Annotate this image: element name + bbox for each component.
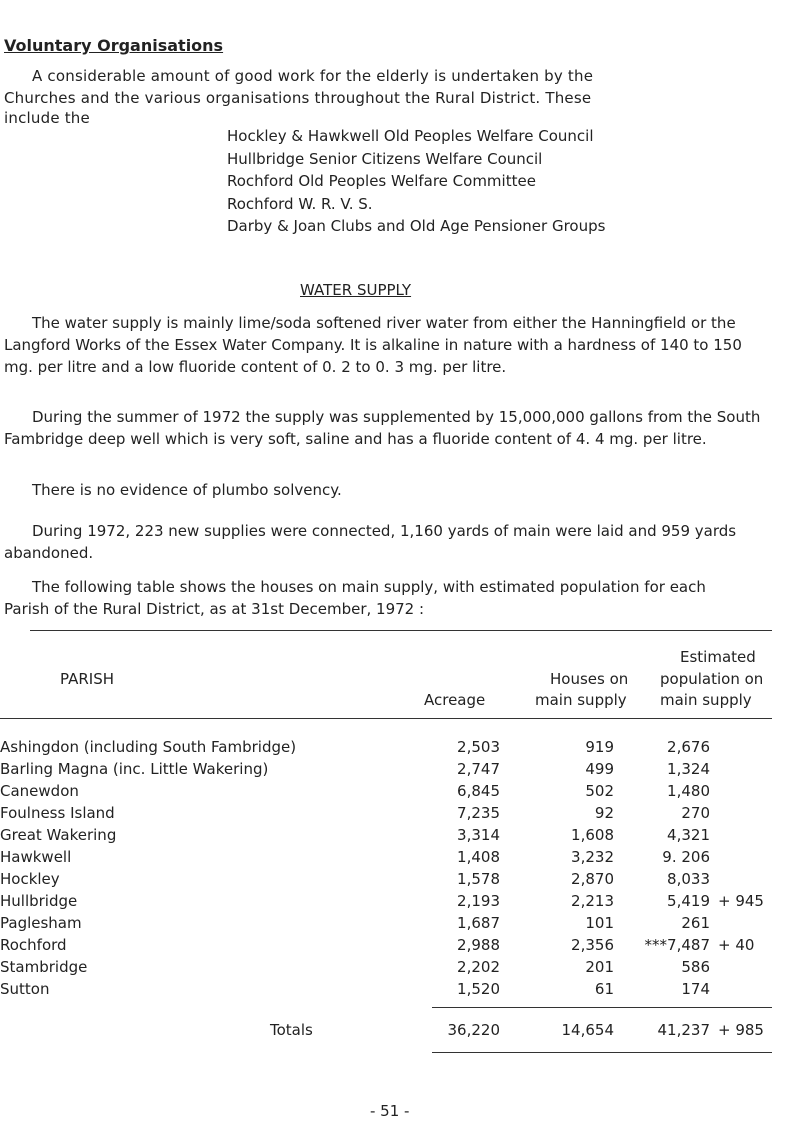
section-heading-voluntary: Voluntary Organisations bbox=[4, 36, 224, 55]
water-paragraph-4: During 1972, 223 new supplies were connected, 1,160 yards of main were laid and 959 yards abandoned. bbox=[4, 522, 737, 562]
cell-population: 8,033 bbox=[667, 870, 710, 888]
page-number: - 51 - bbox=[370, 1102, 410, 1120]
cell-parish: Sutton bbox=[0, 980, 50, 998]
cell-population: 1,480 bbox=[667, 782, 710, 800]
voluntary-paragraph-line-1: A considerable amount of good work for the elderly is undertaken by the bbox=[32, 67, 594, 85]
cell-acreage: 2,202 bbox=[457, 958, 500, 976]
water-paragraph-5: The following table shows the houses on main supply, with estimated population for each Parish of the Rural District, as at 31st December, 1972 : bbox=[4, 578, 706, 618]
cell-population: ***7,487 bbox=[644, 936, 710, 954]
section-heading-water-supply: WATER SUPPLY bbox=[300, 281, 412, 299]
cell-houses: 61 bbox=[594, 980, 614, 998]
cell-acreage: 1,578 bbox=[457, 870, 500, 888]
table-row bbox=[0, 979, 800, 1001]
cell-population: 1,324 bbox=[667, 760, 710, 778]
header-acreage: Acreage bbox=[424, 691, 486, 709]
cell-houses: 919 bbox=[585, 738, 614, 756]
water-paragraph-3: There is no evidence of plumbo solvency. bbox=[32, 481, 342, 499]
cell-parish: Great Wakering bbox=[0, 826, 117, 844]
voluntary-paragraph-line-3: include the bbox=[4, 109, 90, 127]
cell-houses: 101 bbox=[585, 914, 614, 932]
cell-parish: Foulness Island bbox=[0, 804, 115, 822]
cell-parish: Ashingdon (including South Fambridge) bbox=[0, 738, 297, 756]
organisation-item: Rochford Old Peoples Welfare Committee bbox=[227, 172, 536, 190]
cell-parish: Paglesham bbox=[0, 914, 82, 932]
totals-population: 41,237 bbox=[657, 1021, 710, 1039]
cell-parish: Barling Magna (inc. Little Wakering) bbox=[0, 760, 269, 778]
water-paragraph-1: The water supply is mainly lime/soda softened river water from either the Hanningfield or the Langford Works of the Essex Water Company. It is alkaline in nature with a hardness of 140 to 150 mg. per litre and a low fluoride content of 0. 2 to 0. 3 mg. per litre. bbox=[4, 314, 742, 376]
cell-houses: 92 bbox=[594, 804, 614, 822]
cell-acreage: 2,193 bbox=[457, 892, 500, 910]
table-row bbox=[0, 781, 800, 803]
cell-acreage: 2,747 bbox=[457, 760, 500, 778]
cell-population: 9. 206 bbox=[662, 848, 710, 866]
header-houses-line-2: main supply bbox=[535, 691, 627, 709]
cell-population: 270 bbox=[681, 804, 710, 822]
cell-acreage: 1,687 bbox=[457, 914, 500, 932]
cell-parish: Hullbridge bbox=[0, 892, 78, 910]
cell-population: 586 bbox=[681, 958, 710, 976]
totals-top-rule bbox=[432, 1007, 772, 1008]
cell-houses: 2,356 bbox=[571, 936, 614, 954]
cell-parish: Rochford bbox=[0, 936, 67, 954]
cell-acreage: 6,845 bbox=[457, 782, 500, 800]
organisation-item: Darby & Joan Clubs and Old Age Pensioner Groups bbox=[227, 217, 606, 235]
table-row bbox=[0, 825, 800, 847]
cell-population: 5,419 bbox=[667, 892, 710, 910]
cell-population: 261 bbox=[681, 914, 710, 932]
table-header-rule bbox=[0, 718, 772, 719]
organisation-item: Hockley & Hawkwell Old Peoples Welfare Council bbox=[227, 127, 594, 145]
cell-population: 4,321 bbox=[667, 826, 710, 844]
totals-label: Totals bbox=[270, 1021, 313, 1039]
organisation-list bbox=[227, 126, 605, 239]
header-parish: PARISH bbox=[60, 670, 114, 688]
table-row bbox=[0, 957, 800, 979]
cell-acreage: 1,408 bbox=[457, 848, 500, 866]
cell-population-addition: + 40 bbox=[718, 936, 755, 954]
table-row bbox=[0, 847, 800, 869]
cell-houses: 3,232 bbox=[571, 848, 614, 866]
cell-acreage: 2,988 bbox=[457, 936, 500, 954]
cell-parish: Hockley bbox=[0, 870, 60, 888]
cell-population-addition: + 945 bbox=[718, 892, 764, 910]
cell-acreage: 1,520 bbox=[457, 980, 500, 998]
totals-acreage: 36,220 bbox=[447, 1021, 500, 1039]
cell-houses: 499 bbox=[585, 760, 614, 778]
table-row bbox=[0, 913, 800, 935]
organisation-item: Hullbridge Senior Citizens Welfare Council bbox=[227, 149, 543, 168]
cell-population: 174 bbox=[681, 980, 710, 998]
voluntary-paragraph-line-2: Churches and the various organisations throughout the Rural District. These bbox=[4, 89, 592, 107]
header-population-line-2: population on bbox=[660, 670, 764, 688]
water-paragraph-2: During the summer of 1972 the supply was supplemented by 15,000,000 gallons from the South Fambridge deep well which is very soft, saline and has a fluoride content of 4. 4 mg. per litre. bbox=[4, 408, 761, 448]
table-row bbox=[0, 759, 800, 781]
header-population-line-3: main supply bbox=[660, 691, 752, 709]
cell-parish: Stambridge bbox=[0, 958, 88, 976]
cell-parish: Hawkwell bbox=[0, 848, 72, 866]
table-row bbox=[0, 737, 800, 759]
cell-houses: 1,608 bbox=[571, 826, 614, 844]
cell-houses: 502 bbox=[585, 782, 614, 800]
totals-population-addition: + 985 bbox=[718, 1021, 764, 1039]
totals-row bbox=[0, 1020, 800, 1042]
cell-houses: 2,213 bbox=[571, 892, 614, 910]
cell-acreage: 2,503 bbox=[457, 738, 500, 756]
cell-population: 2,676 bbox=[667, 738, 710, 756]
totals-bottom-rule bbox=[432, 1052, 772, 1053]
table-row bbox=[0, 869, 800, 891]
header-population-line-1: Estimated bbox=[680, 648, 756, 666]
header-houses-line-1: Houses on bbox=[550, 670, 629, 688]
cell-parish: Canewdon bbox=[0, 782, 79, 800]
table-row bbox=[0, 803, 800, 825]
organisation-item: Rochford W. R. V. S. bbox=[227, 194, 373, 213]
cell-houses: 201 bbox=[585, 958, 614, 976]
table-top-rule bbox=[30, 630, 772, 631]
totals-houses: 14,654 bbox=[561, 1021, 614, 1039]
cell-houses: 2,870 bbox=[571, 870, 614, 888]
table-row bbox=[0, 935, 800, 957]
cell-acreage: 3,314 bbox=[457, 826, 500, 844]
cell-acreage: 7,235 bbox=[457, 804, 500, 822]
table-row bbox=[0, 891, 800, 913]
